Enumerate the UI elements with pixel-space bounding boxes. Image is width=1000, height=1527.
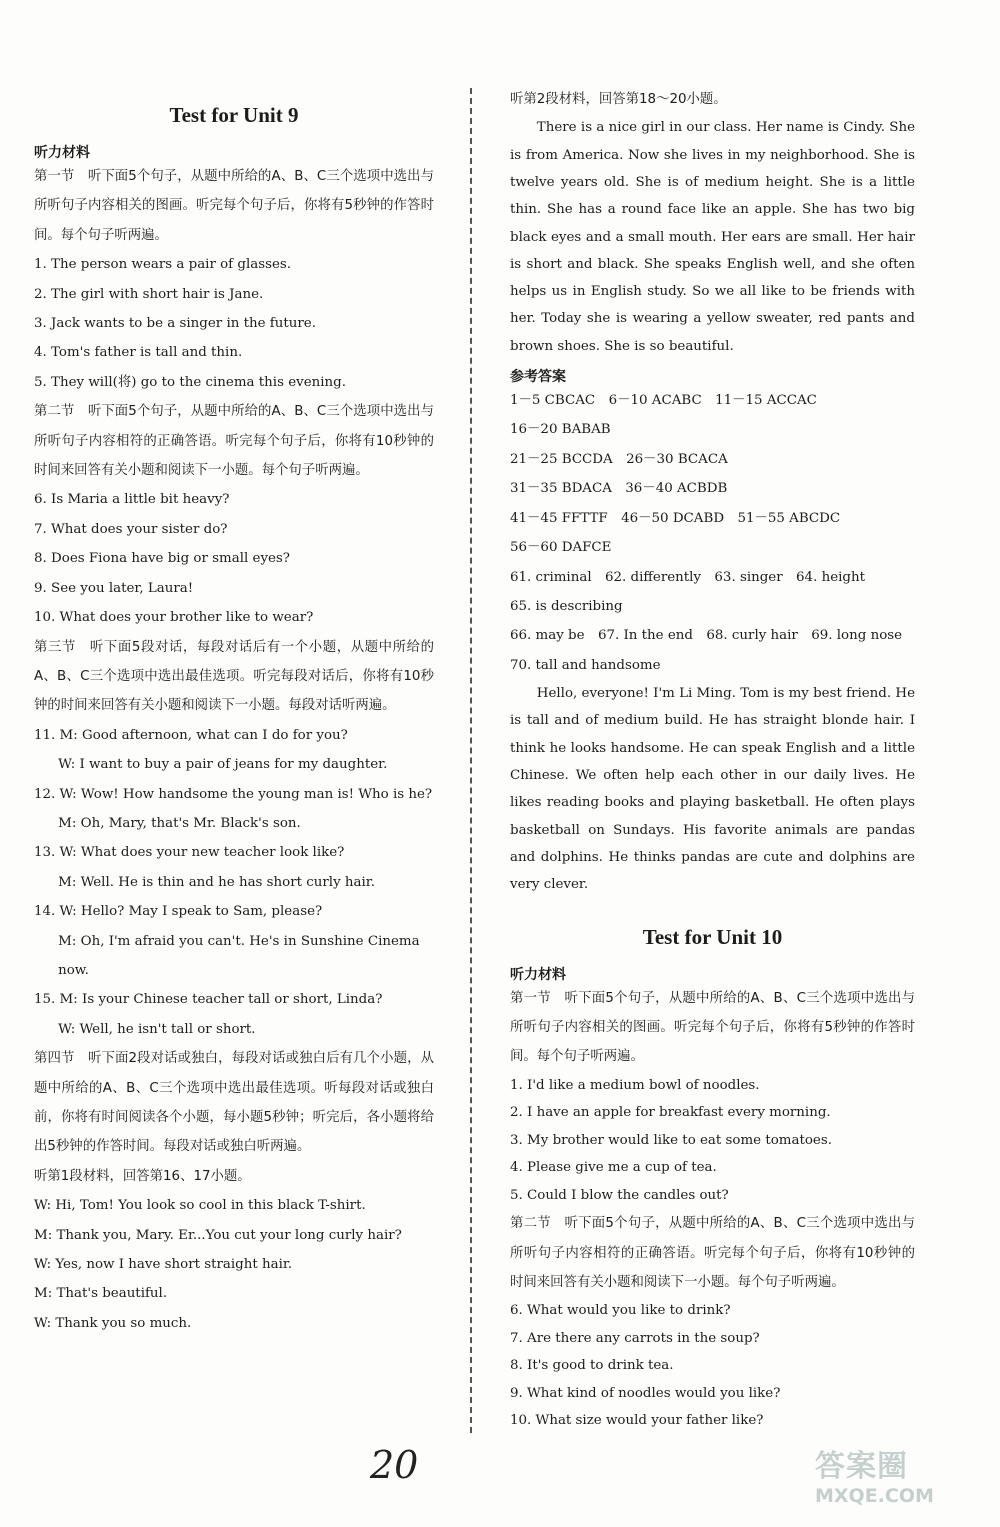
unit9-part3-instructions: 第三节 听下面5段对话，每段对话后有一个小题，从题中所给的A、B、C三个选项中选出最佳选项。听完每段对话后，你将有10秒钟的时间来回答有关小题和阅读下一小题。每段对话听两遍。 bbox=[34, 639, 434, 714]
list-item: 9. What kind of noodles would you like? bbox=[510, 1385, 781, 1401]
unit10-listening-label: 听力材料 bbox=[510, 966, 566, 983]
answer-list bbox=[510, 386, 915, 680]
answer-row: 61. criminal 62. differently 63. singer 64. height bbox=[510, 569, 865, 585]
watermark-text: 答案圈 bbox=[815, 1449, 908, 1484]
dialog-line: 14. W: Hello? May I speak to Sam, please? bbox=[34, 904, 323, 920]
list-item: 2. The girl with short hair is Jane. bbox=[34, 286, 264, 302]
list-item: 4. Tom's father is tall and thin. bbox=[34, 345, 243, 361]
list-item: 7. What does your sister do? bbox=[34, 521, 228, 537]
unit10-part2-instructions: 第二节 听下面5个句子，从题中所给的A、B、C三个选项中选出与所听句子内容相符的正确答语。听完每个句子后，你将有10秒钟的时间来回答有关小题和阅读下一小题。每个句子听两遍。 bbox=[510, 1216, 915, 1291]
unit9-part2-list bbox=[34, 485, 434, 632]
dialog-line: 11. M: Good afternoon, what can I do for you? bbox=[34, 727, 348, 743]
list-item: 1. I'd like a medium bowl of noodles. bbox=[510, 1077, 760, 1093]
watermark-logo bbox=[815, 1441, 990, 1519]
unit9-part1-instructions: 第一节 听下面5个句子，从题中所给的A、B、C三个选项中选出与所听句子内容相关的图画。听完每个句子后，你将有5秒钟的作答时间。每个句子听两遍。 bbox=[34, 169, 434, 243]
unit9-part4-seg2-text: There is a nice girl in our class. Her name is Cindy. She is from America. Now she lives in my neighborhood. She is twelve years old. She is of medium height. She is a little thin. She has a round face like an apple. She has two big black eyes and a small mouth. Her ears are small. Her hair is short and black. She speaks English well, and she often helps us in English study. So we all like to be friends with her. Today she is wearing a yellow sweater, red pants and brown shoes. She is so beautiful. bbox=[510, 120, 915, 354]
unit9-part4-seg1-label: 听第1段材料，回答第16、17小题。 bbox=[34, 1168, 251, 1184]
unit10-part1-instructions: 第一节 听下面5个句子，从题中所给的A、B、C三个选项中选出与所听句子内容相关的图画。听完每个句子后，你将有5秒钟的作答时间。每个句子听两遍。 bbox=[510, 990, 915, 1065]
watermark-url: MXQE.COM bbox=[815, 1485, 934, 1507]
dialog-line: 13. W: What does your new teacher look like? bbox=[34, 845, 345, 861]
dialog-line: W: I want to buy a pair of jeans for my daughter. bbox=[58, 757, 388, 773]
right-column bbox=[510, 0, 915, 1435]
list-item: 2. I have an apple for breakfast every morning. bbox=[510, 1105, 831, 1121]
unit9-part2-instructions: 第二节 听下面5个句子，从题中所给的A、B、C三个选项中选出与所听句子内容相符的正确答语。听完每个句子后，你将有10秒钟的时间来回答有关小题和阅读下一小题。每个句子听两遍。 bbox=[34, 404, 434, 479]
unit9-listening-label: 听力材料 bbox=[34, 145, 90, 161]
dialog-line: W: Thank you so much. bbox=[34, 1315, 192, 1331]
list-item: 3. My brother would like to eat some tomatoes. bbox=[510, 1132, 832, 1148]
column-divider bbox=[470, 88, 472, 1433]
handwritten-page-number: 20 bbox=[370, 1443, 419, 1487]
left-column bbox=[34, 0, 434, 1338]
dialog-line: M: Well. He is thin and he has short curly hair. bbox=[58, 874, 375, 890]
list-item: 5. Could I blow the candles out? bbox=[510, 1187, 729, 1203]
dialog-line: M: Thank you, Mary. Er...You cut your long curly hair? bbox=[34, 1227, 402, 1243]
unit9-part1-list bbox=[34, 250, 434, 397]
dialog-line: 12. W: Wow! How handsome the young man is! Who is he? bbox=[34, 786, 433, 802]
list-item: 10. What size would your father like? bbox=[510, 1413, 764, 1429]
list-item: 9. See you later, Laura! bbox=[34, 580, 194, 596]
list-item: 6. What would you like to drink? bbox=[510, 1303, 731, 1319]
unit10-title: Test for Unit 10 bbox=[642, 924, 783, 949]
dialog-line: W: Yes, now I have short straight hair. bbox=[34, 1257, 293, 1273]
list-item: 8. It's good to drink tea. bbox=[510, 1358, 674, 1374]
dialog-line: W: Hi, Tom! You look so cool in this black T-shirt. bbox=[34, 1198, 366, 1214]
answers-label: 参考答案 bbox=[510, 369, 566, 386]
sample-essay: Hello, everyone! I'm Li Ming. Tom is my best friend. He is tall and of medium build. He has straight blonde hair. I think he looks handsome. He can speak English and a little Chinese. We often help each other in our daily lives. He likes reading books and playing basketball. He often plays basketball on Sundays. His favorite animals are pandas and dolphins. He thinks pandas are cute and dolphins are very clever. bbox=[510, 686, 915, 893]
list-item: 4. Please give me a cup of tea. bbox=[510, 1160, 717, 1176]
unit9-part3-dialogs bbox=[34, 721, 434, 1044]
dialog-line: 15. M: Is your Chinese teacher tall or short, Linda? bbox=[34, 992, 383, 1008]
unit9-part4-seg2-label: 听第2段材料，回答第18～20小题。 bbox=[510, 92, 727, 107]
list-item: 1. The person wears a pair of glasses. bbox=[34, 257, 292, 273]
answer-row: 41－45 FFTTF 46－50 DCABD 51－55 ABCDC bbox=[510, 510, 841, 526]
unit10-part2-list bbox=[510, 1297, 915, 1435]
answer-row: 16－20 BABAB bbox=[510, 422, 611, 438]
dialog-line: M: That's beautiful. bbox=[34, 1286, 168, 1302]
answer-row: 66. may be 67. In the end 68. curly hair 69. long nose bbox=[510, 628, 903, 644]
dialog-line: M: Oh, I'm afraid you can't. He's in Sunshine Cinema now. bbox=[58, 933, 420, 978]
unit9-part4-instructions: 第四节 听下面2段对话或独白，每段对话或独白后有几个小题，从题中所给的A、B、C三个选项中选出最佳选项。听每段对话或独白前，你将有时间阅读各个小题，每小题5秒钟；听完后，各小题将给出5秒钟的作答时间。每段对话或独白听两遍。 bbox=[34, 1051, 434, 1155]
answer-row: 1－5 CBCAC 6－10 ACABC 11－15 ACCAC bbox=[510, 393, 817, 409]
unit9-title: Test for Unit 9 bbox=[169, 103, 299, 127]
list-item: 5. They will(将) go to the cinema this evening. bbox=[34, 374, 346, 390]
answer-row: 21－25 BCCDA 26－30 BCACA bbox=[510, 451, 728, 467]
answer-row: 65. is describing bbox=[510, 598, 623, 614]
answer-row: 70. tall and handsome bbox=[510, 657, 661, 673]
list-item: 8. Does Fiona have big or small eyes? bbox=[34, 551, 290, 567]
dialog-line: W: Well, he isn't tall or short. bbox=[58, 1021, 256, 1037]
answer-row: 56－60 DAFCE bbox=[510, 540, 612, 556]
unit10-part1-list bbox=[510, 1072, 915, 1210]
list-item: 6. Is Maria a little bit heavy? bbox=[34, 492, 230, 508]
unit9-part4-seg1-dialog bbox=[34, 1191, 434, 1338]
answer-row: 31－35 BDACA 36－40 ACBDB bbox=[510, 481, 728, 497]
list-item: 3. Jack wants to be a singer in the future. bbox=[34, 316, 316, 332]
list-item: 7. Are there any carrots in the soup? bbox=[510, 1330, 760, 1346]
list-item: 10. What does your brother like to wear? bbox=[34, 610, 314, 626]
dialog-line: M: Oh, Mary, that's Mr. Black's son. bbox=[58, 815, 301, 831]
